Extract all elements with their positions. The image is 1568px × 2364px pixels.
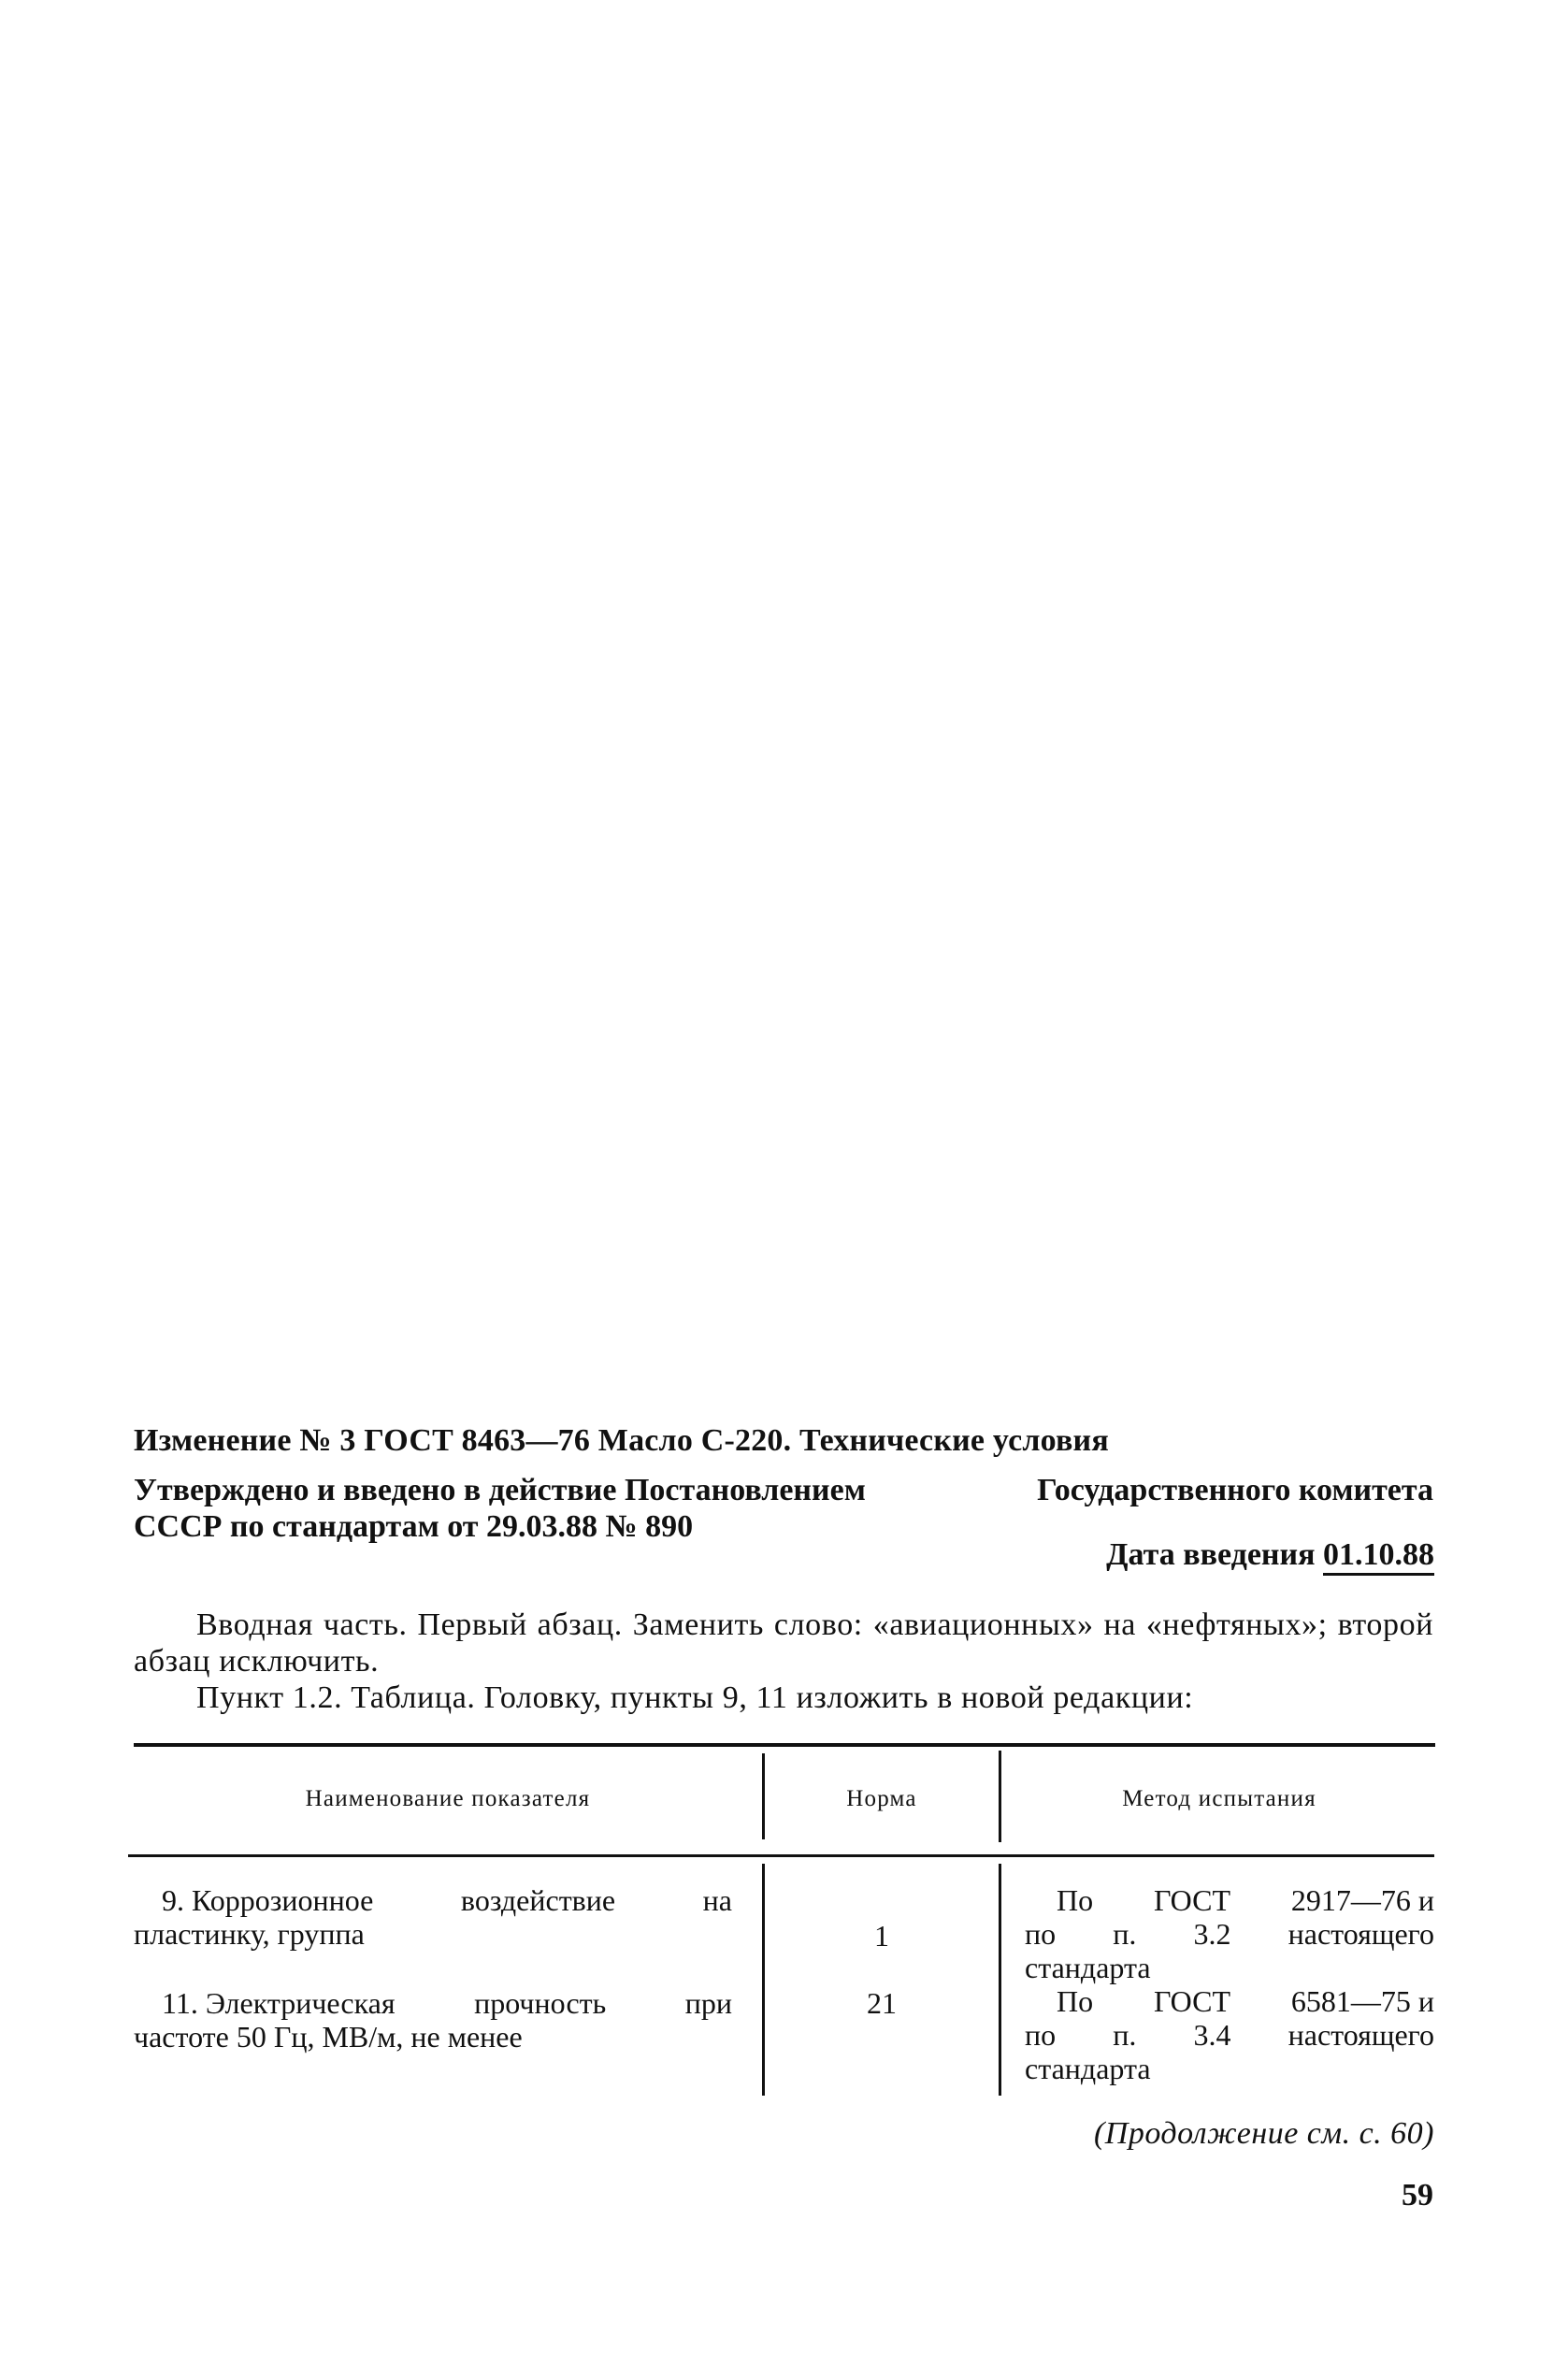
approval-text-right: Государственного комитета: [1037, 1473, 1433, 1507]
row-11-method-word: ГОСТ: [1153, 1984, 1231, 2018]
table-header-norm: Норма: [846, 1786, 917, 1811]
row-11-method-word: п.: [1113, 2018, 1137, 2052]
table-row-11-method: [1025, 1984, 1434, 2085]
table-top-rule: [134, 1743, 1435, 1747]
row-11-method-word: По: [1057, 1984, 1094, 2018]
row-11-method-line3: стандарта: [1025, 2052, 1151, 2085]
row-11-method-word: 6581—75 и: [1290, 1984, 1434, 2018]
row-11-name-word: прочность: [474, 1986, 607, 2020]
continuation-note: (Продолжение см. с. 60): [1093, 2116, 1434, 2151]
row-9-method-word: 2917—76 и: [1290, 1883, 1434, 1917]
row-9-method-word: ГОСТ: [1153, 1883, 1231, 1917]
amendment-title: Изменение № 3 ГОСТ 8463—76 Масло С-220. Технические условия: [134, 1423, 1109, 1458]
row-9-name-word: 9. Коррозионное: [162, 1883, 374, 1917]
page-number: 59: [1402, 2178, 1433, 2213]
approval-statement: [134, 1472, 1433, 1545]
approval-text-line2: СССР по стандартам от 29.03.88 № 890: [134, 1509, 694, 1544]
date-value: 01.10.88: [1323, 1537, 1434, 1576]
table-header-method: Метод испытания: [1122, 1786, 1316, 1811]
table-header-rule: [128, 1854, 1434, 1857]
table-row-9-norm: 1: [874, 1919, 889, 1953]
row-9-name-line2: пластинку, группа: [134, 1917, 365, 1951]
table-header-name: Наименование показателя: [305, 1786, 591, 1811]
table-body-divider-1: [762, 1864, 765, 2096]
row-11-name-word: 11. Электрическая: [162, 1986, 396, 2020]
row-9-name-word: на: [702, 1883, 732, 1917]
table-row-11-norm: 21: [867, 1986, 897, 2020]
row-11-method-word: настоящего: [1287, 2018, 1434, 2052]
row-11-name-word: при: [684, 1986, 732, 2020]
row-9-method-line3: стандарта: [1025, 1951, 1151, 1984]
row-11-method-word: 3.4: [1193, 2018, 1231, 2052]
row-9-method-word: По: [1057, 1883, 1094, 1917]
table-body-divider-2: [999, 1864, 1001, 2096]
table-row-9-name: [134, 1883, 732, 1951]
row-11-name-line2: частоте 50 Гц, МВ/м, не менее: [134, 2020, 523, 2054]
introduction-date: [1106, 1537, 1434, 1573]
table-row-9-method: [1025, 1883, 1434, 1984]
row-9-method-word: настоящего: [1287, 1917, 1434, 1951]
paragraph-table-change: Пункт 1.2. Таблица. Головку, пункты 9, 11 изложить в новой редакции:: [196, 1680, 1194, 1715]
approval-text-left: Утверждено и введено в действие Постановлением: [134, 1473, 866, 1507]
paragraph-intro-part: Вводная часть. Первый абзац. Заменить слово: «авиационных» на «нефтяных»; второй абзац исключить.: [134, 1607, 1433, 1679]
row-9-method-word: 3.2: [1193, 1917, 1231, 1951]
date-label: Дата введения: [1106, 1537, 1316, 1572]
table-row-11-name: [134, 1986, 732, 2054]
row-9-name-word: воздействие: [460, 1883, 616, 1917]
row-11-method-word: по: [1025, 2018, 1057, 2052]
row-9-method-word: п.: [1113, 1917, 1137, 1951]
row-9-method-word: по: [1025, 1917, 1057, 1951]
